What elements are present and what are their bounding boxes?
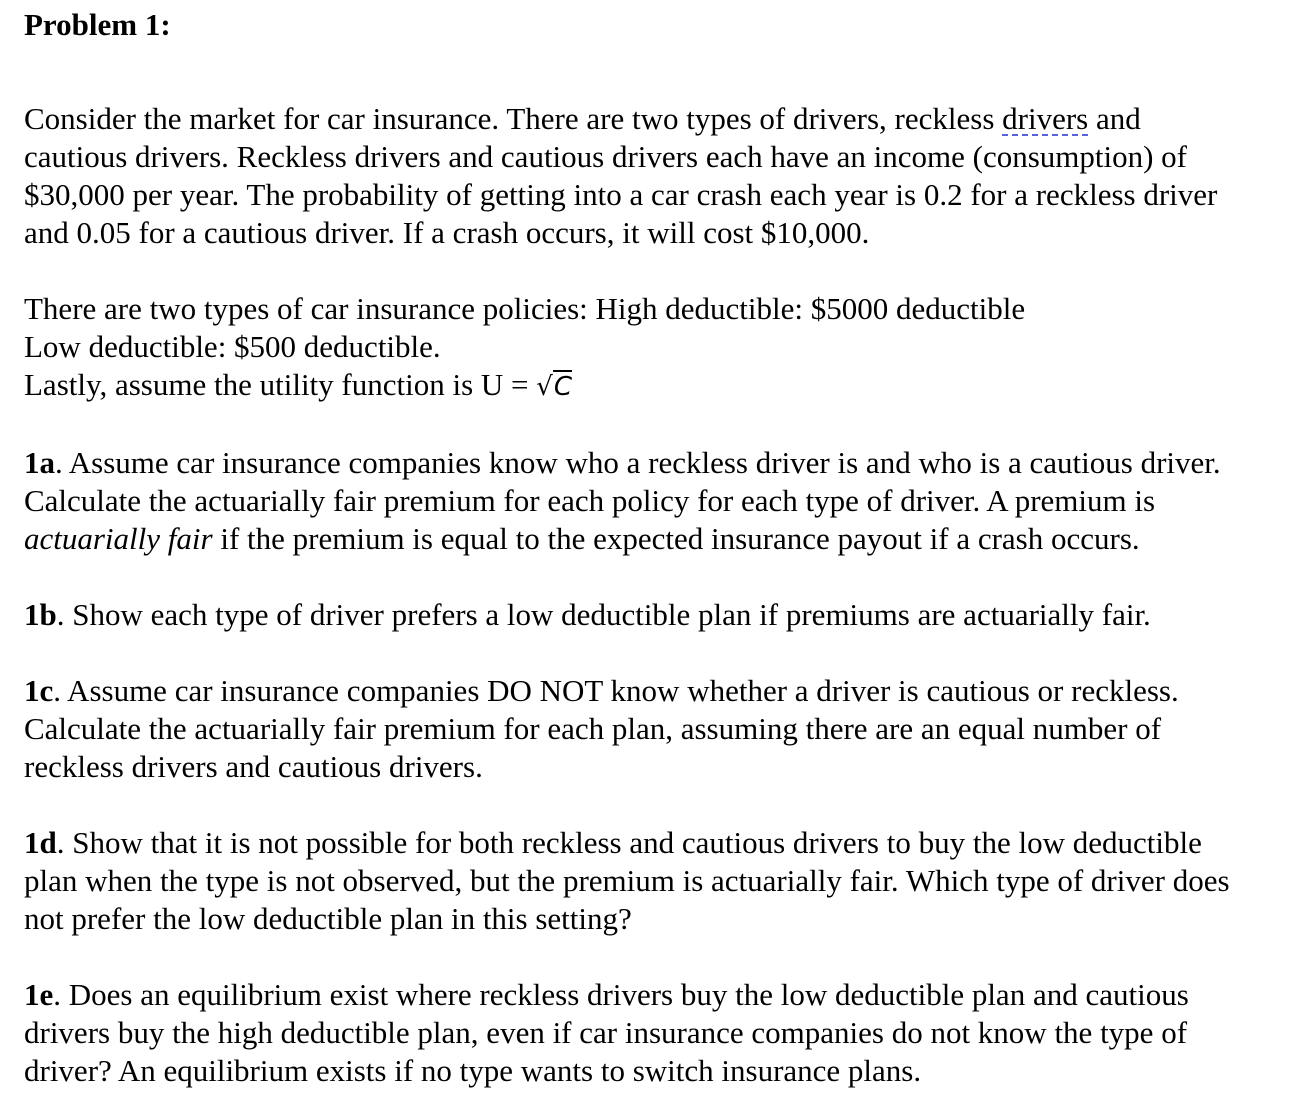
q1e-text: . Does an equilibrium exist where reckless drivers buy the low deductible plan and cautious [53,977,1189,1012]
q1e-line-3: driver? An equilibrium exists if no type wants to switch insurance plans. [24,1053,922,1088]
question-1c [24,672,1308,786]
intro-line-1 [24,100,1308,138]
question-1d [24,824,1308,938]
spacer [24,44,1308,100]
policies-line-2: Low deductible: $500 deductible. [24,329,441,364]
q1e-label: 1e [24,977,54,1012]
q1d-label: 1d [24,825,57,860]
spacer [24,406,1308,444]
intro-text: and [1088,101,1141,136]
question-1e [24,976,1308,1090]
policies-line-1: There are two types of car insurance policies: High deductible: $5000 deductible [24,291,1026,326]
q1a-line-1 [24,444,1308,482]
question-1b [24,596,1308,634]
sqrt-variable: C [553,372,573,402]
problem-title: Problem 1: [24,7,171,42]
policies-paragraph [24,290,1308,406]
q1c-line-3: reckless drivers and cautious drivers. [24,749,483,784]
q1d-line-2: plan when the type is not observed, but the premium is actuarially fair. Which type of driver does [24,863,1230,898]
spellcheck-word[interactable]: drivers [1002,101,1089,136]
q1c-label: 1c [24,673,54,708]
q1c-line-2: Calculate the actuarially fair premium for each plan, assuming there are an equal number of [24,711,1162,746]
intro-line-4: and 0.05 for a cautious driver. If a crash occurs, it will cost $10,000. [24,215,870,250]
spacer [24,786,1308,824]
q1b-text: . Show each type of driver prefers a low deductible plan if premiums are actuarially fair. [56,597,1151,632]
spacer [24,938,1308,976]
italic-term: actuarially fair [24,521,213,556]
q1b-line-1 [24,596,1308,634]
q1a-text: if the premium is equal to the expected insurance payout if a crash occurs. [212,521,1140,556]
q1e-line-2: drivers buy the high deductible plan, even if car insurance companies do not know the type of [24,1015,1188,1050]
q1c-text: . Assume car insurance companies DO NOT know whether a driver is cautious or reckless. [53,673,1179,708]
q1a-line-2: Calculate the actuarially fair premium for each policy for each type of driver. A premium is [24,483,1156,518]
spacer [24,558,1308,596]
spacer [24,252,1308,290]
sqrt-symbol: √ [536,372,553,402]
q1a-line-3 [24,520,1308,558]
utility-text: Lastly, assume the utility function is U = [24,367,537,402]
q1d-line-1 [24,824,1308,862]
intro-paragraph [24,100,1308,252]
intro-line-3: $30,000 per year. The probability of getting into a car crash each year is 0.2 for a reckless driver [24,177,1218,212]
q1a-text: . Assume car insurance companies know who a reckless driver is and who is a cautious driver. [55,445,1221,480]
q1d-line-3: not prefer the low deductible plan in this setting? [24,901,632,936]
q1d-text: . Show that it is not possible for both reckless and cautious drivers to buy the low deductible [56,825,1202,860]
intro-line-2: cautious drivers. Reckless drivers and cautious drivers each have an income (consumption) of [24,139,1187,174]
q1a-label: 1a [24,445,55,480]
q1c-line-1 [24,672,1308,710]
spacer [24,634,1308,672]
utility-line [24,366,1308,406]
q1e-line-1 [24,976,1308,1014]
intro-text: Consider the market for car insurance. There are two types of drivers, reckless [24,101,1003,136]
question-1a [24,444,1308,558]
q1b-label: 1b [24,597,57,632]
document [24,6,1308,1090]
